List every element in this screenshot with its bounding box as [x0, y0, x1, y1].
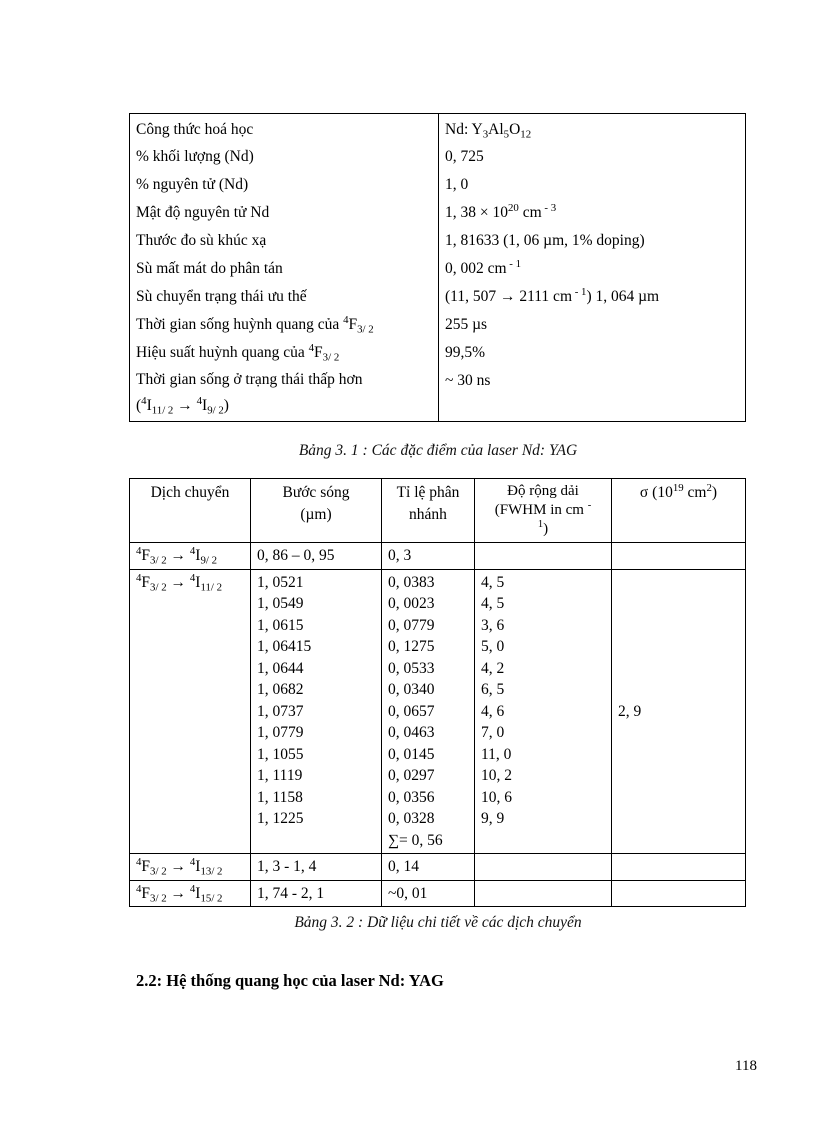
transition-cell: $^4F_{3/ 2} \to ^4I_{15/ 2}$ [130, 880, 251, 907]
list-item: 1, 1119 [257, 767, 303, 784]
list-item: 0, 0356 [388, 788, 435, 806]
list-item: 4, 5 [481, 595, 505, 612]
transition-cell: $^4F_{3/ 2} \to ^4I_{13/ 2}$ [130, 854, 251, 881]
table-header-row [130, 479, 746, 543]
label-chemical-formula: Công thức hoá học [136, 121, 254, 138]
label-scatter-loss: Sù mất mát do phân tán [136, 260, 283, 277]
list-item: 0, 0023 [388, 595, 435, 612]
list-item: 1, 0644 [257, 659, 304, 677]
list-item: 1, 0737 [257, 702, 304, 720]
label-fluorescence-lifetime: Thời gian sống huỳnh quang của $^4F_{3/ 2}$ [136, 314, 374, 336]
list-item: 0, 0328 [388, 810, 435, 827]
list-item: 1, 0521 [257, 573, 304, 591]
header-linewidth: Độ rộng dải (FWHM in cm - $^1$) [475, 479, 612, 543]
header-wavelength: Bước sóng (µm) [251, 479, 382, 543]
table-row [130, 543, 746, 570]
value-mass-percent: 0, 725 [445, 148, 484, 165]
header-cross-section: σ ($10^{19}$ $cm^2$) [612, 479, 746, 543]
value-scatter-loss: 0, 002 cm $^{- 1}$ [445, 258, 522, 277]
list-item: 5, 0 [481, 638, 505, 655]
transition-cell: $^4F_{3/ 2} \to ^4I_{9/ 2}$ [130, 543, 251, 570]
transitions-table [129, 478, 746, 907]
list-item: 0, 0779 [388, 616, 435, 634]
list-item: 7, 0 [481, 724, 505, 741]
list-item: 6, 5 [481, 681, 505, 698]
list-item: 0, 1275 [388, 638, 435, 655]
list-item: 4, 2 [481, 659, 505, 677]
list-item: 1, 0779 [257, 724, 304, 741]
label-mass-percent: % khối lượng (Nd) [136, 148, 254, 165]
list-item: 0, 0145 [388, 745, 435, 763]
wavelength-cell: 1, 3 - 1, 4 [251, 854, 382, 881]
label-atomic-percent: % nguyên tử (Nd) [136, 176, 249, 193]
list-item: 0, 0297 [388, 767, 435, 784]
transition-cell: $^4F_{3/ 2} \to ^4I_{11/ 2}$ [130, 569, 251, 854]
list-item: 1, 1055 [257, 745, 304, 763]
ratio-cell: 0, 3 [382, 543, 475, 570]
list-item: 4, 5 [481, 573, 505, 591]
wavelength-list-cell [251, 569, 382, 854]
ratio-cell: 0, 14 [382, 854, 475, 881]
value-dominant-transition: (11, 507 → 2111 cm $^{- 1}$) 1, 064 µm [445, 286, 660, 305]
ratio-sum: ∑= 0, 56 [388, 831, 443, 849]
list-item: 1, 0615 [257, 616, 304, 634]
ratio-list-cell [382, 569, 475, 854]
table-row [130, 569, 746, 854]
list-item: 1, 06415 [257, 638, 312, 655]
table2-caption: Bảng 3. 2 : Dữ liệu chi tiết về các dịch chuyển [294, 914, 582, 931]
label-refractive-index: Thước đo sù khúc xạ [136, 232, 267, 249]
value-fluorescence-lifetime: 255 µs [445, 316, 488, 333]
sigma-cell [612, 854, 746, 881]
label-atom-density: Mật độ nguyên tử Nd [136, 204, 270, 221]
header-transition: Dịch chuyển [130, 479, 251, 543]
list-item: 10, 2 [481, 767, 512, 784]
sigma-cell: 2, 9 [612, 569, 746, 854]
page-number: 118 [735, 1058, 757, 1074]
property-values-cell [439, 114, 746, 422]
width-list-cell [475, 569, 612, 854]
header-branching-ratio: Tỉ lệ phân nhánh [382, 479, 475, 543]
table-row [130, 854, 746, 881]
label-fluorescence-efficiency: Hiệu suất huỳnh quang của $^4F_{3/ 2}$ [136, 342, 340, 364]
value-refractive-index: 1, 81633 (1, 06 µm, 1% doping) [445, 232, 645, 249]
width-cell [475, 854, 612, 881]
label-lower-state-transition: $(^4I_{11/ 2} \to ^4I_{9/ 2})$ [136, 395, 229, 417]
value-atom-density: 1, $38 \times 10^{20}$ cm $^{- 3}$ [445, 202, 557, 221]
width-cell [475, 543, 612, 570]
ratio-cell: ~0, 01 [382, 880, 475, 907]
list-item: 11, 0 [481, 745, 512, 763]
sigma-cell [612, 880, 746, 907]
wavelength-cell: 1, 74 - 2, 1 [251, 880, 382, 907]
property-labels-cell [130, 114, 439, 422]
sigma-cell [612, 543, 746, 570]
properties-table [129, 113, 746, 422]
table-row [130, 880, 746, 907]
list-item: 1, 1158 [257, 788, 303, 806]
list-item: 0, 0463 [388, 724, 435, 741]
label-dominant-transition: Sù chuyển trạng thái ưu thế [136, 288, 307, 305]
wavelength-cell: 0, 86 – 0, 95 [251, 543, 382, 570]
section-heading: 2.2: Hệ thống quang học của laser Nd: YAG [136, 971, 444, 990]
list-item: 10, 6 [481, 788, 512, 806]
list-item: 3, 6 [481, 616, 505, 634]
list-item: 0, 0383 [388, 573, 435, 591]
value-atomic-percent: 1, 0 [445, 176, 469, 193]
list-item: 9, 9 [481, 810, 505, 827]
list-item: 1, 0549 [257, 595, 304, 612]
list-item: 0, 0533 [388, 659, 435, 677]
width-cell [475, 880, 612, 907]
table1-caption: Bảng 3. 1 : Các đặc điểm của laser Nd: YAG [298, 442, 578, 459]
list-item: 4, 6 [481, 702, 505, 720]
list-item: 0, 0657 [388, 702, 435, 720]
value-lower-state-lifetime: ~ 30 ns [445, 372, 491, 389]
list-item: 1, 0682 [257, 681, 304, 698]
value-fluorescence-efficiency: 99,5% [445, 344, 486, 361]
list-item: 1, 1225 [257, 810, 304, 827]
value-chemical-formula: Nd: $Y_3Al_5O_{12}$ [445, 121, 532, 141]
list-item: 0, 0340 [388, 681, 435, 698]
label-lower-state-lifetime: Thời gian sống ở trạng thái thấp hơn [136, 371, 363, 388]
